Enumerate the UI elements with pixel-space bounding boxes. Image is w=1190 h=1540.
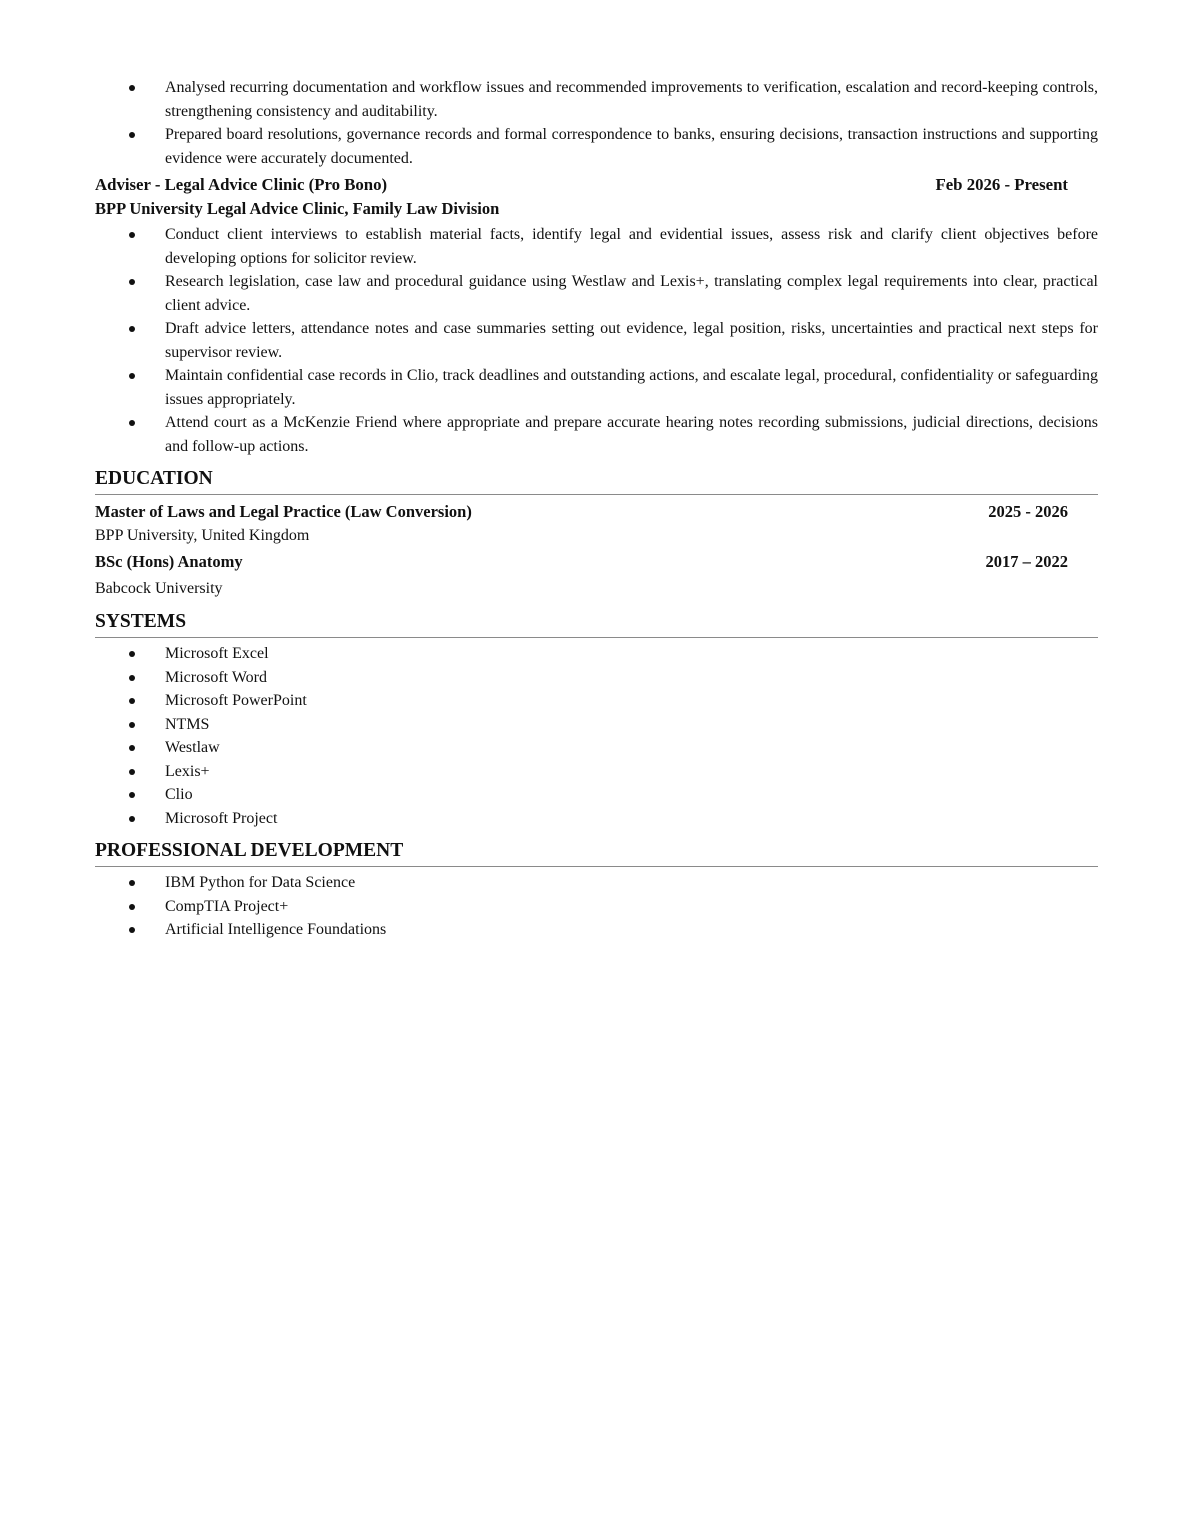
list-item [95,871,1098,895]
education-section [95,500,1098,601]
education-entry-header [95,500,1098,524]
bullet-dot-icon [129,745,135,751]
bullet-item [95,76,1098,123]
system-name: Microsoft Excel [165,645,269,662]
degree-title: BSc (Hons) Anatomy [95,552,243,571]
system-name: Microsoft PowerPoint [165,692,307,709]
bullet-dot-icon [129,326,135,332]
bullet-dot-icon [129,651,135,657]
bullet-dot-icon [129,769,135,775]
bullet-dot-icon [129,904,135,910]
bullet-dot-icon [129,722,135,728]
bullet-dot-icon [129,698,135,704]
bullet-dot-icon [129,85,135,91]
bullet-dot-icon [129,420,135,426]
list-item [95,807,1098,831]
list-item [95,895,1098,919]
list-item [95,736,1098,760]
systems-heading: SYSTEMS [95,610,1098,638]
course-name: Artificial Intelligence Foundations [165,921,387,938]
bullet-dot-icon [129,675,135,681]
role-header [95,173,1098,197]
list-item [95,689,1098,713]
systems-list [95,642,1098,830]
role-organisation: BPP University Legal Advice Clinic, Family Law Division [95,199,500,218]
bullet-text: Conduct client interviews to establish material facts, identify legal and evidential issues, assess risk and clarify client objectives before developing options for solicitor review. [165,226,1098,267]
bullet-dot-icon [129,880,135,886]
bullet-dot-icon [129,373,135,379]
list-item [95,783,1098,807]
degree-dates: 2025 - 2026 [988,502,1068,521]
bullet-dot-icon [129,927,135,933]
bullet-text: Research legislation, case law and procedural guidance using Westlaw and Lexis+, translating complex legal requirements into clear, practical client advice. [165,273,1098,314]
system-name: NTMS [165,715,210,733]
course-name: CompTIA Project+ [165,897,289,915]
system-name: Lexis+ [165,762,210,780]
education-heading: EDUCATION [95,467,1098,495]
bullet-dot-icon [129,792,135,798]
system-name: Clio [165,786,193,803]
education-entry-header [95,550,1098,574]
list-item [95,666,1098,690]
system-name: Microsoft Word [165,668,267,686]
system-name: Microsoft Project [165,809,278,827]
role-dates: Feb 2026 - Present [935,175,1068,194]
bullet-dot-icon [129,232,135,238]
bullet-dot-icon [129,279,135,285]
professional-development-heading: PROFESSIONAL DEVELOPMENT [95,839,1098,867]
bullet-text: Analysed recurring documentation and workflow issues and recommended improvements to verification, escalation and record-keeping controls, strengthening consistency and auditability. [165,79,1098,120]
bullet-text: Attend court as a McKenzie Friend where appropriate and prepare accurate hearing notes recording submissions, judicial directions, decisions and follow-up actions. [165,414,1098,455]
bullet-dot-icon [129,816,135,822]
professional-development-list [95,871,1098,942]
course-name: IBM Python for Data Science [165,874,356,891]
bullet-text: Maintain confidential case records in Clio, track deadlines and outstanding actions, and escalate legal, procedural, confidentiality or safeguarding issues appropriately. [165,367,1098,408]
institution-name: Babcock University [95,580,223,597]
system-name: Westlaw [165,739,220,756]
resume-page [95,76,1098,942]
bullet-item [95,223,1098,270]
list-item [95,642,1098,666]
bullet-item [95,411,1098,458]
list-item [95,760,1098,784]
bullet-item [95,123,1098,170]
bullet-item [95,364,1098,411]
previous-role-bullets [95,76,1098,170]
bullet-item [95,317,1098,364]
institution-name: BPP University, United Kingdom [95,527,310,544]
list-item [95,918,1098,942]
bullet-text: Prepared board resolutions, governance records and formal correspondence to banks, ensuring decisions, transaction instructions and supporting evidence were accurately documented. [165,126,1098,167]
degree-dates: 2017 – 2022 [985,552,1068,571]
degree-title: Master of Laws and Legal Practice (Law Conversion) [95,502,472,521]
role-title: Adviser - Legal Advice Clinic (Pro Bono) [95,175,388,194]
bullet-item [95,270,1098,317]
bullet-text: Draft advice letters, attendance notes and case summaries setting out evidence, legal position, risks, uncertainties and practical next steps for supervisor review. [165,320,1098,361]
bullet-dot-icon [129,132,135,138]
list-item [95,713,1098,737]
clinic-role-bullets [95,223,1098,458]
